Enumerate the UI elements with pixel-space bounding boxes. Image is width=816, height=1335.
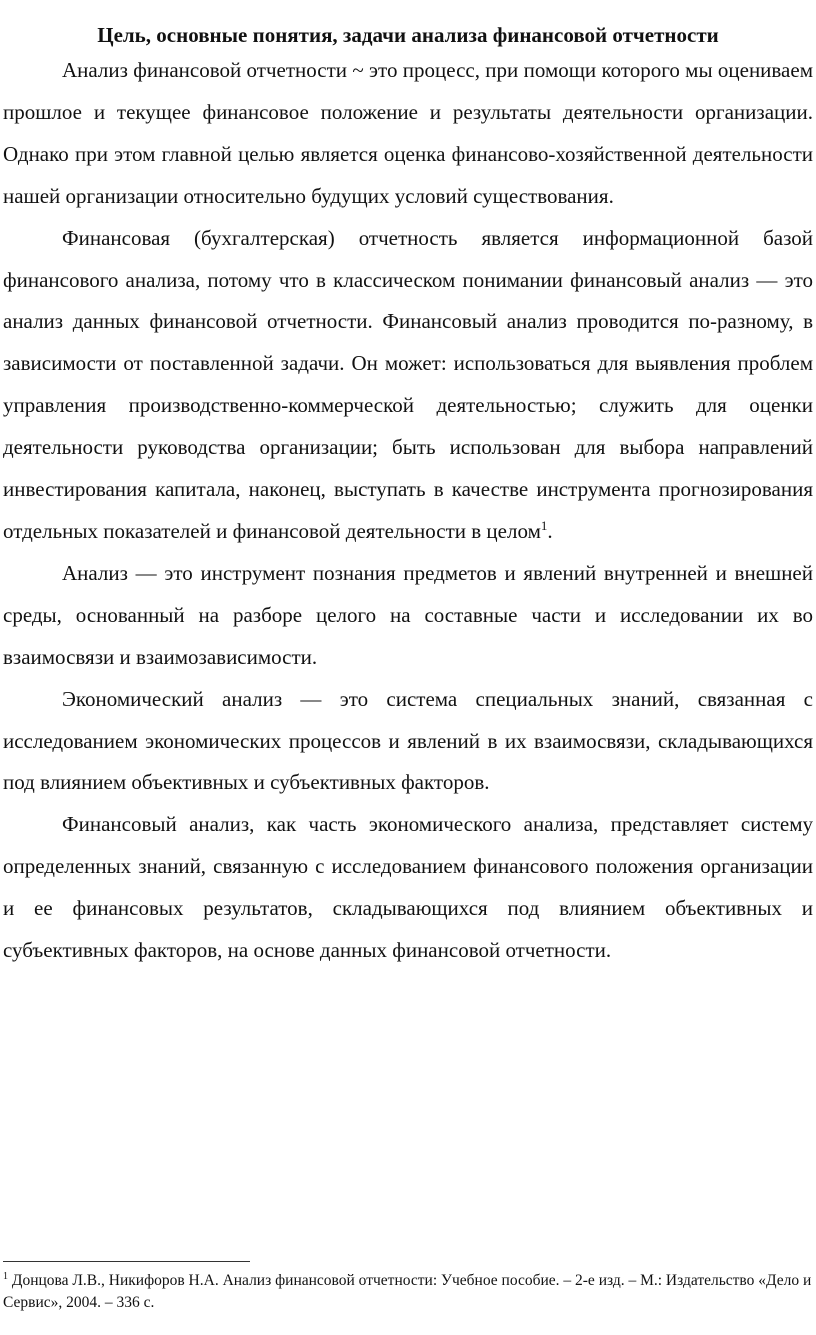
paragraph-3 [3, 553, 813, 679]
paragraph-text: Финансовый анализ, как часть экономического анализа, представляет систему определенных знаний, связанную с исследованием финансового положения организации и ее финансовых результатов, складывающихся под влиянием объективных и субъективных факторов, на основе данных финансовой отчетности. [3, 812, 813, 963]
paragraph-5 [3, 804, 813, 972]
paragraph-text: Экономический анализ — это система специальных знаний, связанная с исследованием экономических процессов и явлений в их взаимосвязи, складывающихся под влиянием объективных и субъективных факторов. [3, 686, 813, 795]
paragraph-1 [3, 50, 813, 218]
paragraph-text: Анализ — это инструмент познания предметов и явлений внутренней и внешней среды, основанный на разборе целого на составные части и исследовании их во взаимосвязи и взаимозависимости. [3, 560, 813, 669]
paragraph-text: Анализ финансовой отчетности ~ это процесс, при помощи которого мы оцениваем прошлое и текущее финансовое положение и результаты деятельности организации. Однако при этом главной целью является оценка финансово-хозяйственной деятельности нашей организации относительно будущих условий существования. [3, 58, 813, 208]
document-title: Цель, основные понятия, задачи анализа финансовой отчетности [97, 23, 719, 47]
paragraph-end-punctuation: . [547, 518, 553, 543]
footnote-separator [3, 1261, 250, 1262]
paragraph-4 [3, 679, 813, 805]
paragraph-text: Финансовая (бухгалтерская) отчетность является информационной базой финансового анализа, потому что в классическом понимании финансовый анализ — это анализ данных финансовой отчетности. Финансовый анализ проводится по-разному, в зависимости от поставленной задачи. Он может: использоваться для выявления проблем управления производственно-коммерческой деятельностью; служить для оценки деятельности руководства организации; быть использован для выбора направлений инвестирования капитала, наконец, выступать в качестве инструмента прогнозирования отдельных показателей и финансовой деятельности в целом [3, 225, 813, 543]
footnote-text: Донцова Л.В., Никифоров Н.А. Анализ финансовой отчетности: Учебное пособие. – 2-е изд. – М.: Издательство «Дело и Сервис», 2004. – 336 с. [3, 1272, 812, 1311]
footnote-mark: 1 [3, 1270, 8, 1282]
footnote-reference[interactable]: 1 [540, 517, 548, 533]
paragraph-2 [3, 218, 813, 553]
document-body [3, 50, 813, 972]
footnote [3, 1270, 813, 1314]
